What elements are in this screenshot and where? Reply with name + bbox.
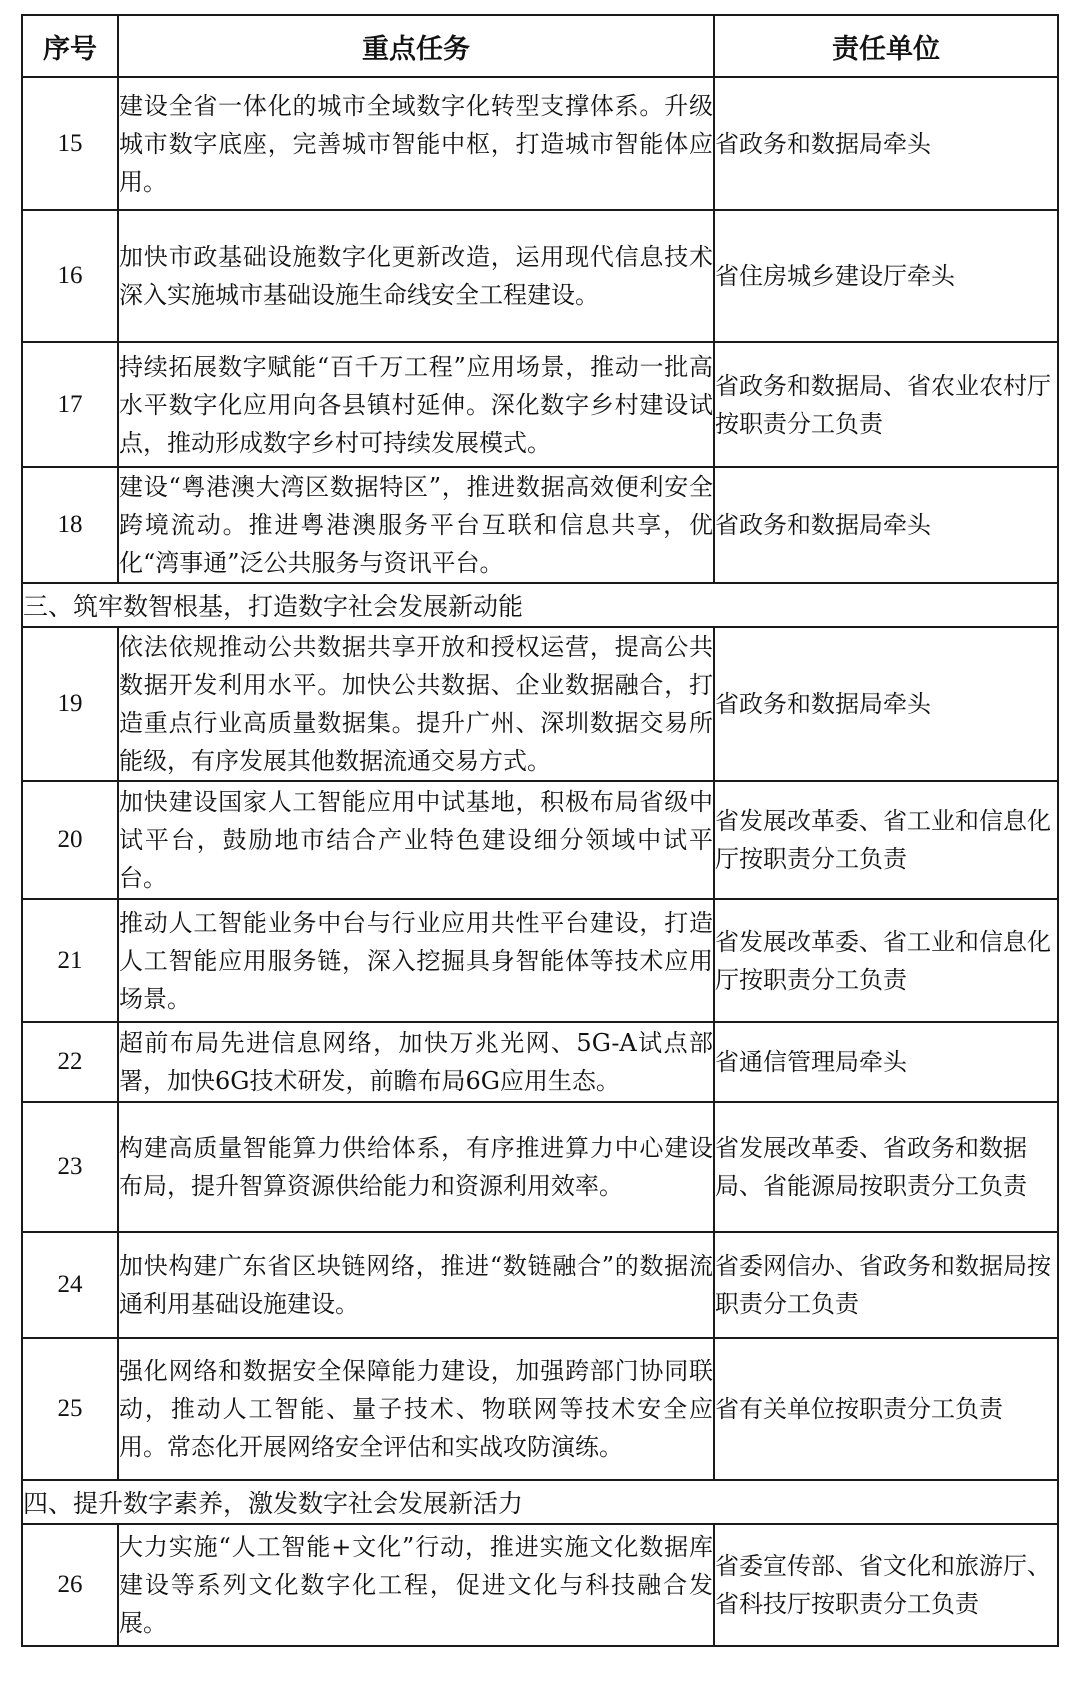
row-unit: 省发展改革委、省工业和信息化厅按职责分工负责 [714,899,1058,1022]
row-unit: 省发展改革委、省工业和信息化厅按职责分工负责 [714,781,1058,899]
row-task: 加快构建广东省区块链网络，推进“数链融合”的数据流通利用基础设施建设。 [118,1232,714,1338]
row-seq: 26 [22,1524,118,1646]
row-task: 强化网络和数据安全保障能力建设，加强跨部门协同联动，推动人工智能、量子技术、物联网等技术安全应用。常态化开展网络安全评估和实战攻防演练。 [118,1338,714,1480]
row-seq: 16 [22,210,118,342]
row-unit: 省政务和数据局牵头 [714,77,1058,210]
row-unit: 省委宣传部、省文化和旅游厅、省科技厅按职责分工负责 [714,1524,1058,1646]
row-task: 超前布局先进信息网络，加快万兆光网、5G-A试点部署，加快6G技术研发，前瞻布局6G应用生态。 [118,1022,714,1102]
row-unit: 省有关单位按职责分工负责 [714,1338,1058,1480]
row-task: 加快建设国家人工智能应用中试基地，积极布局省级中试平台，鼓励地市结合产业特色建设细分领域中试平台。 [118,781,714,899]
table-header-row [22,15,1058,77]
row-task: 持续拓展数字赋能“百千万工程”应用场景，推动一批高水平数字化应用向各县镇村延伸。深化数字乡村建设试点，推动形成数字乡村可持续发展模式。 [118,342,714,467]
table-row [22,77,1058,210]
row-seq: 17 [22,342,118,467]
table-row [22,627,1058,781]
row-seq: 24 [22,1232,118,1338]
row-seq: 19 [22,627,118,781]
header-seq: 序号 [22,15,118,77]
row-unit: 省委网信办、省政务和数据局按职责分工负责 [714,1232,1058,1338]
section-row [22,583,1058,627]
table-row [22,467,1058,583]
row-task: 大力实施“人工智能+文化”行动，推进实施文化数据库建设等系列文化数字化工程，促进文化与科技融合发展。 [118,1524,714,1646]
row-seq: 25 [22,1338,118,1480]
row-unit: 省通信管理局牵头 [714,1022,1058,1102]
table-row [22,899,1058,1022]
row-task: 构建高质量智能算力供给体系，有序推进算力中心建设布局，提升智算资源供给能力和资源利用效率。 [118,1102,714,1232]
row-task: 推动人工智能业务中台与行业应用共性平台建设，打造人工智能应用服务链，深入挖掘具身智能体等技术应用场景。 [118,899,714,1022]
row-task: 建设全省一体化的城市全域数字化转型支撑体系。升级城市数字底座，完善城市智能中枢，打造城市智能体应用。 [118,77,714,210]
row-unit: 省发展改革委、省政务和数据局、省能源局按职责分工负责 [714,1102,1058,1232]
table-row [22,781,1058,899]
row-unit: 省政务和数据局牵头 [714,467,1058,583]
row-unit: 省政务和数据局牵头 [714,627,1058,781]
header-task: 重点任务 [118,15,714,77]
row-task: 建设“粤港澳大湾区数据特区”，推进数据高效便利安全跨境流动。推进粤港澳服务平台互联和信息共享，优化“湾事通”泛公共服务与资讯平台。 [118,467,714,583]
table-row [22,1338,1058,1480]
row-unit: 省政务和数据局、省农业农村厅按职责分工负责 [714,342,1058,467]
row-seq: 15 [22,77,118,210]
section-heading-3: 三、筑牢数智根基，打造数字社会发展新动能 [22,583,1058,627]
row-seq: 23 [22,1102,118,1232]
task-table [21,14,1059,1647]
row-seq: 18 [22,467,118,583]
row-unit: 省住房城乡建设厅牵头 [714,210,1058,342]
section-heading-4: 四、提升数字素养，激发数字社会发展新活力 [22,1480,1058,1524]
table-row [22,1524,1058,1646]
row-task: 加快市政基础设施数字化更新改造，运用现代信息技术深入实施城市基础设施生命线安全工程建设。 [118,210,714,342]
row-task: 依法依规推动公共数据共享开放和授权运营，提高公共数据开发利用水平。加快公共数据、企业数据融合，打造重点行业高质量数据集。提升广州、深圳数据交易所能级，有序发展其他数据流通交易方式。 [118,627,714,781]
section-row [22,1480,1058,1524]
table-row [22,210,1058,342]
table-row [22,342,1058,467]
table-row [22,1232,1058,1338]
header-unit: 责任单位 [714,15,1058,77]
table-row [22,1102,1058,1232]
row-seq: 22 [22,1022,118,1102]
row-seq: 20 [22,781,118,899]
table-row [22,1022,1058,1102]
row-seq: 21 [22,899,118,1022]
